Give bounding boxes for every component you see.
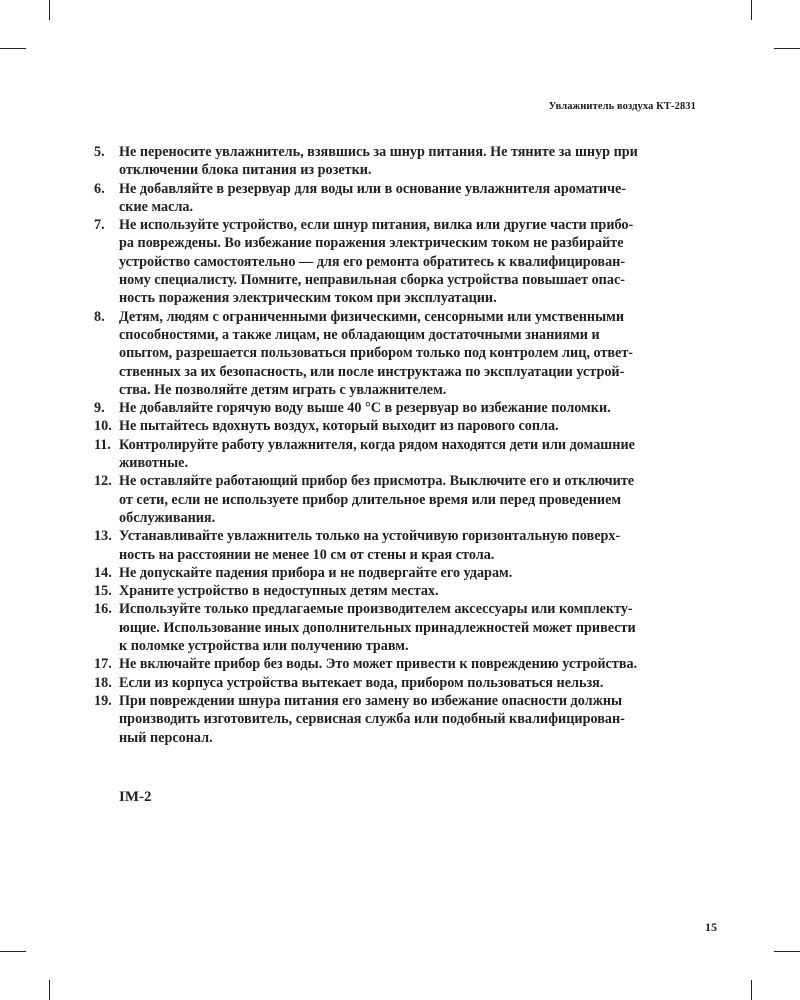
text-line: При повреждении шнура питания его замену во избежание опасности должны: [119, 692, 623, 709]
text-line: Не оставляйте работающий прибор без присмотра. Выключите его и отключите: [119, 473, 635, 490]
list-item: [94, 143, 702, 180]
text-line: к поломке устройства или получению травм.: [119, 638, 409, 655]
text-line: отключении блока питания из розетки.: [119, 162, 372, 179]
item-number: 17.: [94, 656, 112, 673]
item-number: 18.: [94, 674, 112, 691]
list-item: [94, 564, 702, 582]
text-line: ские масла.: [119, 198, 194, 215]
text-line: Используйте только предлагаемые производителем аксессуары или комплекту-: [119, 601, 633, 618]
item-text: [119, 308, 702, 399]
crop-mark: [49, 0, 50, 20]
item-text: [119, 655, 702, 673]
item-number: 13.: [94, 528, 112, 545]
text-line: Если из корпуса устройства вытекает вода, прибором пользоваться нельзя.: [119, 674, 604, 691]
item-text: [119, 417, 702, 435]
item-number: 14.: [94, 564, 112, 581]
text-line: ному специалисту. Помните, неправильная сборка устройства повышает опас-: [119, 272, 625, 289]
list-item: [94, 308, 702, 399]
list-item: [94, 692, 702, 747]
text-line: Не переносите увлажнитель, взявшись за шнур питания. Не тяните за шнур при: [119, 144, 638, 160]
item-text: [119, 143, 702, 180]
running-header: Увлажнитель воздуха КТ-2831: [548, 101, 696, 112]
text-line: Не допускайте падения прибора и не подвергайте его ударам.: [119, 564, 513, 581]
text-line: Не используйте устройство, если шнур питания, вилка или другие части прибо-: [119, 217, 634, 234]
text-line: ра повреждены. Во избежание поражения электрическим током не разбирайте: [119, 235, 624, 252]
item-number: 15.: [94, 583, 112, 600]
list-item: [94, 600, 702, 655]
list-item: [94, 436, 702, 473]
text-line: устройство самостоятельно — для его ремонта обратитесь к квалифицирован-: [119, 253, 626, 270]
item-text: [119, 600, 702, 655]
list-item: [94, 472, 702, 527]
text-line: Не пытайтесь вдохнуть воздух, который выходит из парового сопла.: [119, 418, 559, 435]
crop-mark: [0, 951, 26, 952]
item-number: 11.: [94, 436, 111, 453]
crop-mark: [751, 980, 752, 1000]
item-text: [119, 527, 702, 564]
item-number: 7.: [94, 217, 105, 234]
text-line: опытом, разрешается пользоваться прибором только под контролем лиц, ответ-: [119, 345, 634, 362]
text-line: Не добавляйте горячую воду выше 40 °С в резервуар во избежание поломки.: [119, 400, 611, 417]
text-line: Контролируйте работу увлажнителя, когда рядом находятся дети или домашние: [119, 436, 635, 453]
item-number: 6.: [94, 180, 105, 197]
list-item: [94, 216, 702, 307]
list-item: [94, 527, 702, 564]
text-line: ственных за их безопасность, или после инструктажа по эксплуатации устрой-: [119, 363, 625, 380]
item-text: [119, 180, 702, 217]
item-number: 19.: [94, 692, 112, 709]
text-line: животные.: [119, 455, 188, 472]
text-line: ющие. Использование иных дополнительных принадлежностей может привести: [119, 619, 636, 636]
text-line: Не включайте прибор без воды. Это может привести к повреждению устройства.: [119, 656, 638, 673]
list-item: [94, 655, 702, 673]
text-line: ность на расстоянии не менее 10 см от стены и края стола.: [119, 546, 495, 563]
text-line: ность поражения электрическим током при эксплуатации.: [119, 290, 497, 307]
text-line: производить изготовитель, сервисная служба или подобный квалифицирован-: [119, 711, 625, 728]
item-text: [119, 674, 702, 692]
text-line: от сети, если не используете прибор длительное время или перед проведением: [119, 491, 622, 508]
item-text: [119, 582, 702, 600]
item-number: 12.: [94, 473, 112, 490]
text-line: обслуживания.: [119, 509, 216, 526]
item-text: [119, 692, 702, 747]
list-item: [94, 180, 702, 217]
item-text: [119, 216, 702, 307]
item-number: 16.: [94, 601, 112, 618]
item-text: [119, 399, 702, 417]
text-line: Храните устройство в недоступных детям местах.: [119, 583, 439, 600]
item-number: 8.: [94, 308, 105, 325]
list-item: [94, 674, 702, 692]
text-line: ный персонал.: [119, 729, 213, 746]
item-number: 10.: [94, 418, 112, 435]
item-number: 5.: [94, 144, 105, 160]
safety-instructions-list: [94, 143, 702, 747]
list-item: [94, 399, 702, 417]
list-item: [94, 417, 702, 435]
item-text: [119, 564, 702, 582]
text-line: Устанавливайте увлажнитель только на устойчивую горизонтальную поверх-: [119, 528, 621, 545]
item-number: 9.: [94, 400, 105, 417]
text-line: ства. Не позволяйте детям играть с увлажнителем.: [119, 381, 447, 398]
item-text: [119, 472, 702, 527]
text-line: Детям, людям с ограниченными физическими, сенсорными или умственными: [119, 308, 625, 325]
crop-mark: [0, 48, 26, 49]
text-line: способностями, а также лицам, не обладающим достаточными знаниями и: [119, 326, 600, 343]
crop-mark: [751, 0, 752, 20]
text-line: Не добавляйте в резервуар для воды или в основание увлажнителя ароматиче-: [119, 180, 627, 197]
item-text: [119, 436, 702, 473]
list-item: [94, 582, 702, 600]
crop-mark: [49, 980, 50, 1000]
document-code: IM-2: [119, 789, 152, 805]
page-number: 15: [705, 920, 717, 934]
crop-mark: [774, 951, 800, 952]
crop-mark: [774, 48, 800, 49]
